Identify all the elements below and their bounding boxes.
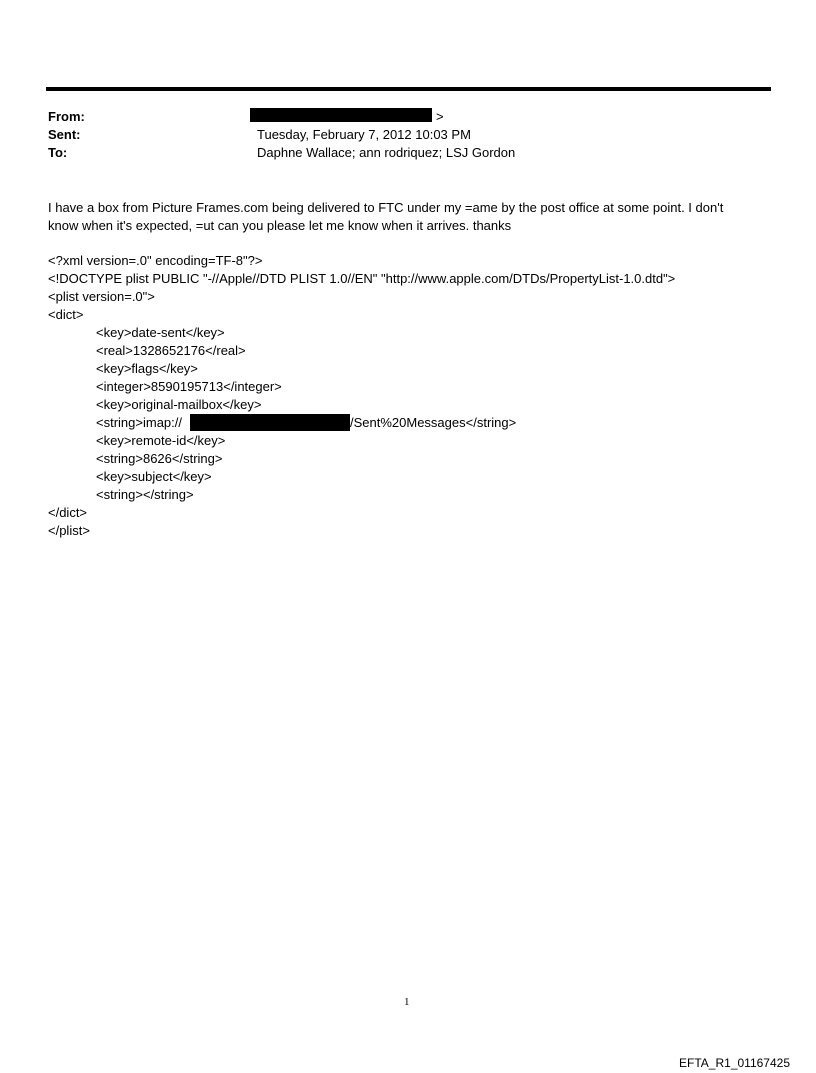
key-flags: <key>flags</key> [96,361,198,376]
header-divider [46,87,771,91]
message-line-1: I have a box from Picture Frames.com being delivered to FTC under my =ame by the post office at some point. I don't [48,200,724,215]
sent-label: Sent: [48,127,81,142]
key-original-mailbox: <key>original-mailbox</key> [96,397,262,412]
from-suffix: > [436,109,444,124]
to-value: Daphne Wallace; ann rodriquez; LSJ Gordon [257,145,516,160]
real-value: <real>1328652176</real> [96,343,246,358]
plist-close-tag: </plist> [48,523,90,538]
string-imap-prefix: <string>imap:// [96,415,182,430]
doctype-line: <!DOCTYPE plist PUBLIC "-//Apple//DTD PLIST 1.0//EN" "http://www.apple.com/DTDs/PropertyList-1.0.dtd"> [48,271,676,286]
redacted-sender [250,108,432,122]
key-subject: <key>subject</key> [96,469,212,484]
string-subject: <string></string> [96,487,194,502]
page-number: 1 [404,996,410,1008]
xml-declaration: <?xml version=.0" encoding=TF-8"?> [48,253,263,268]
plist-open-tag: <plist version=.0"> [48,289,155,304]
message-line-2: know when it's expected, =ut can you please let me know when it arrives. thanks [48,218,512,233]
to-label: To: [48,145,68,160]
key-date-sent: <key>date-sent</key> [96,325,225,340]
integer-value: <integer>8590195713</integer> [96,379,282,394]
dict-open-tag: <dict> [48,307,84,322]
sent-value: Tuesday, February 7, 2012 10:03 PM [257,127,471,142]
string-imap-suffix: /Sent%20Messages</string> [350,415,517,430]
from-label: From: [48,109,85,124]
document-id: EFTA_R1_01167425 [679,1056,790,1070]
redacted-mailbox [190,414,350,431]
string-remote-id: <string>8626</string> [96,451,223,466]
dict-close-tag: </dict> [48,505,88,520]
key-remote-id: <key>remote-id</key> [96,433,226,448]
